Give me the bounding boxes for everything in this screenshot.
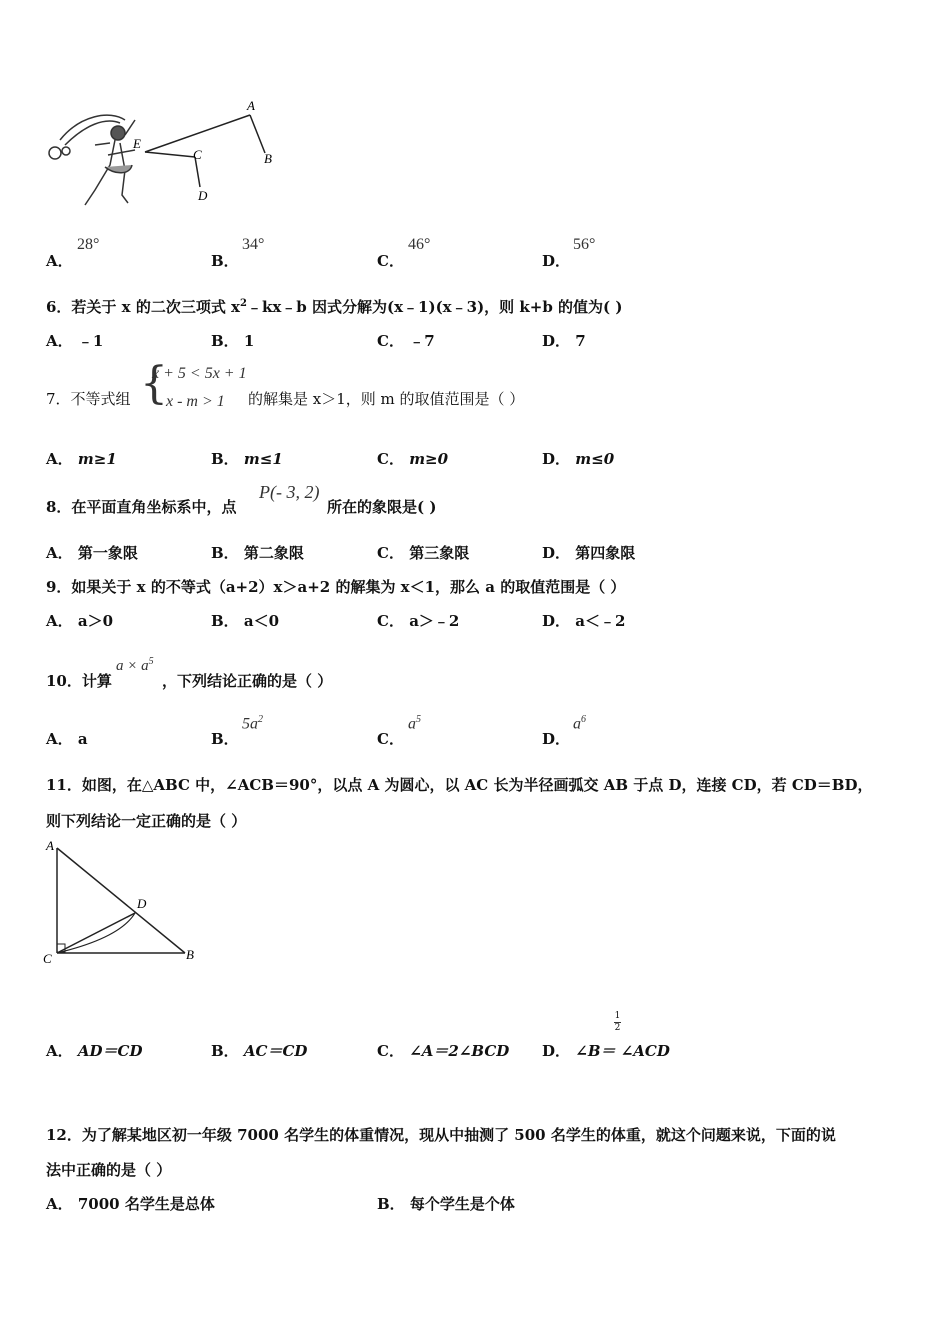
segment-CD [57,913,135,953]
q7-option-a[interactable]: A． m≥1 [46,450,117,468]
q11-fraction [614,1012,621,1033]
q11-option-d[interactable]: D． ∠B＝ ∠ACD [542,1042,670,1060]
q7-stem-post: 的解集是 x＞1，则 m 的取值范围是（ ） [248,390,525,408]
q5-diagram [40,95,300,215]
q8-stem-pre: 8．在平面直角坐标系中，点 [46,498,237,516]
segment-EC [145,152,195,157]
q7-stem-pre: 7．不等式组 [46,390,131,408]
fraction-denominator: 2 [614,1023,621,1033]
q5-option-c-value: 46° [408,236,431,253]
label-D: D [137,896,147,911]
q6-option-c[interactable]: C． ﹣7 [377,332,435,350]
q10-option-d-value: $a^6$ [573,714,586,733]
q6-stem: 6．若关于 x 的二次三项式 $x^2﹣kx﹣b$ 因式分解为(x﹣1)(x﹣3)，则 k+b 的值为( ) [46,298,623,316]
q10-option-b-value: $5a^2$ [242,714,263,733]
q9-option-a[interactable]: A． a＞0 [46,612,114,630]
label-D: D [198,188,208,203]
q8-option-d[interactable]: D． 第四象限 [542,544,636,562]
label-B: B [264,151,272,166]
q11-option-c[interactable]: C． ∠A＝2∠BCD [377,1042,510,1060]
q10-option-d[interactable]: D． [542,730,571,748]
q5-option-c[interactable]: C． [377,252,404,270]
q11-stem-line2: 则下列结论一定正确的是（ ） [46,812,247,830]
q5-option-b[interactable]: B． [211,252,239,270]
label-B: B [186,947,194,962]
q10-option-b[interactable]: B． [211,730,239,748]
q10-stem-post: ，下列结论正确的是（ ） [162,672,333,690]
dancer-illustration [49,115,135,205]
label-A: A [46,838,54,853]
q11-stem-line1: 11．如图，在△ABC 中，∠ACB＝90°，以点 A 为圆心，以 AC 长为半径画弧交 AB 于点 D，连接 CD，若 CD＝BD， [46,776,873,794]
q9-option-b[interactable]: B． a＜0 [211,612,280,630]
q6-option-d[interactable]: D． 7 [542,332,586,350]
q10-option-a[interactable]: A． a [46,730,88,748]
q8-option-b[interactable]: B． 第二象限 [211,544,304,562]
q7-brace: { [140,358,168,409]
q7-option-c[interactable]: C． m≥0 [377,450,449,468]
q6-option-b[interactable]: B． 1 [211,332,255,350]
q5-option-a-value: 28° [77,236,100,253]
q11-option-b[interactable]: B． AC＝CD [211,1042,308,1060]
label-C: C [43,951,52,966]
q8-option-c[interactable]: C． 第三象限 [377,544,470,562]
q10-option-c[interactable]: C． [377,730,404,748]
q10-expression: $a \times a^5$ [116,656,154,674]
q12-stem-line2: 法中正确的是（ ） [46,1161,172,1179]
q9-option-c[interactable]: C． a＞﹣2 [377,612,460,630]
q7-option-b[interactable]: B． m≤1 [211,450,283,468]
segment-AB [250,115,265,153]
q8-option-a[interactable]: A． 第一象限 [46,544,138,562]
label-E: E [133,136,141,151]
q7-option-d[interactable]: D． m≤0 [542,450,615,468]
q10-option-c-value: $a^5$ [408,714,421,733]
q5-option-b-value: 34° [242,236,265,253]
q11-triangle-figure [40,838,210,973]
q12-stem-line1: 12．为了解某地区初一年级 7000 名学生的体重情况，现从中抽测了 500 名学生的体重，就这个问题来说，下面的说 [46,1126,836,1144]
q5-option-a[interactable]: A． [46,252,73,270]
q5-option-d[interactable]: D． [542,252,571,270]
q8-point: P(- 3, 2) [259,482,320,502]
fraction-numerator: 1 [614,1011,621,1021]
label-A: A [247,98,255,113]
segment-AB [57,848,185,953]
q8-stem-post: 所在的象限是( ) [327,498,437,516]
q10-stem-pre: 10．计算 [46,672,112,690]
q9-stem: 9．如果关于 x 的不等式（a+2）x＞a+2 的解集为 x＜1，那么 a 的取值范围是（ ） [46,578,626,596]
q12-option-b[interactable]: B． 每个学生是个体 [377,1195,515,1213]
q6-option-a[interactable]: A． ﹣1 [46,332,104,350]
label-C: C [193,147,202,162]
q7-system-line2: x - m > 1 [166,393,225,410]
q11-option-a[interactable]: A． AD＝CD [46,1042,143,1060]
q12-option-a[interactable]: A． 7000 名学生是总体 [46,1195,215,1213]
q7-system-line1: x + 5 < 5x + 1 [152,365,247,382]
q5-option-d-value: 56° [573,236,596,253]
q9-option-d[interactable]: D． a＜﹣2 [542,612,626,630]
